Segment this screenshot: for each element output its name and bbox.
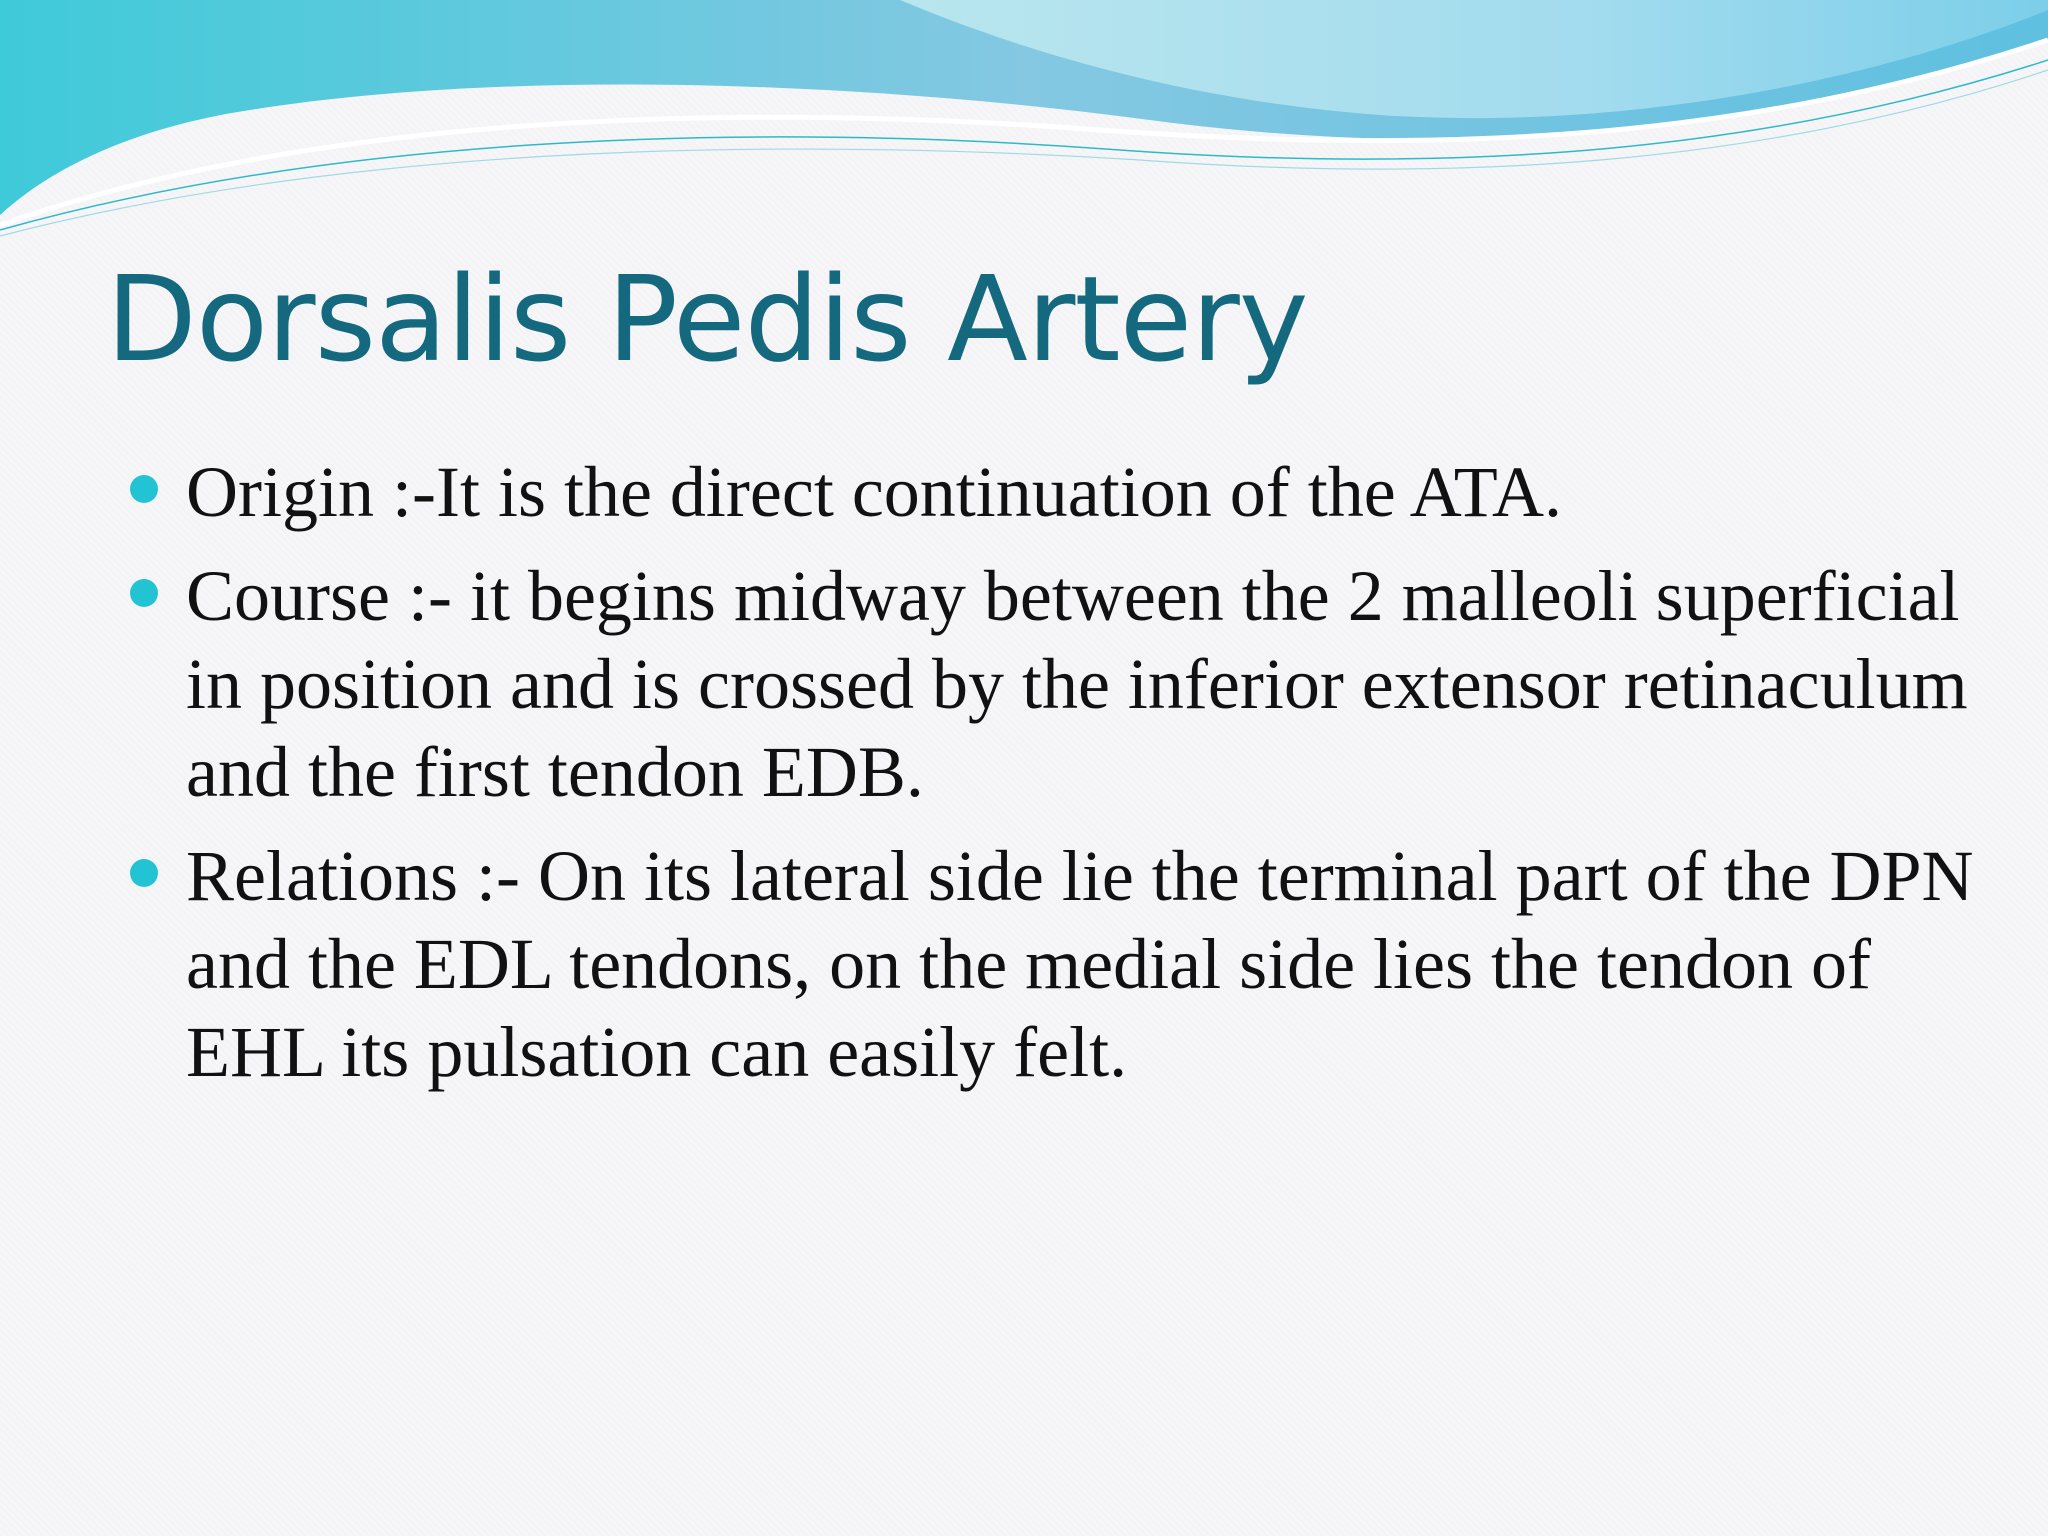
bullet-text: Course :- it begins midway between the 2 malleoli superficial in position and is crossed by the inferior extensor retinaculum and the first tendon EDB. <box>186 556 1968 812</box>
bullet-dot-icon <box>130 859 158 887</box>
header-wave-decoration <box>0 0 2048 240</box>
bullet-list <box>128 448 1988 1112</box>
bullet-origin <box>128 448 1988 536</box>
bullet-course <box>128 552 1988 816</box>
slide-title: Dorsalis Pedis Artery <box>106 250 1308 388</box>
bullet-text: Origin :-It is the direct continuation of the ATA. <box>186 452 1562 532</box>
bullet-dot-icon <box>130 579 158 607</box>
bullet-relations <box>128 832 1988 1096</box>
bullet-dot-icon <box>130 475 158 503</box>
bullet-text: Relations :- On its lateral side lie the terminal part of the DPN and the EDL tendons, on the medial side lies the tendon of EHL its pulsation can easily felt. <box>186 836 1974 1092</box>
